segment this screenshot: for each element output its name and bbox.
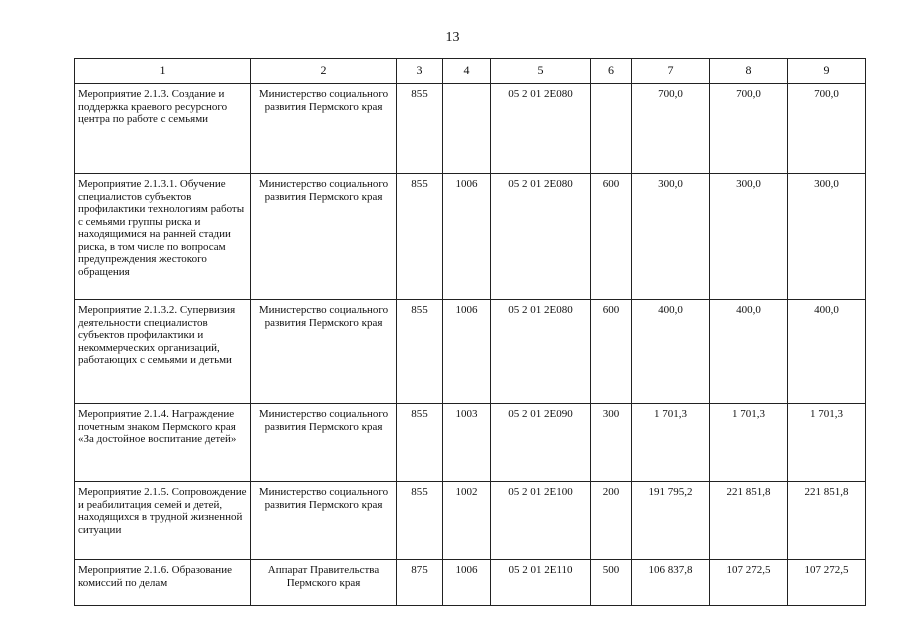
amount-year-2: 221 851,8 xyxy=(710,482,788,560)
table-row xyxy=(75,560,866,606)
table-row xyxy=(75,174,866,300)
section-code: 1003 xyxy=(443,404,491,482)
table-row xyxy=(75,404,866,482)
expense-type-code: 300 xyxy=(591,404,632,482)
column-header: 4 xyxy=(443,59,491,84)
target-article-code: 05 2 01 2Е080 xyxy=(491,174,591,300)
amount-year-3: 1 701,3 xyxy=(788,404,866,482)
column-header: 2 xyxy=(251,59,397,84)
table-row xyxy=(75,84,866,174)
expense-type-code: 200 xyxy=(591,482,632,560)
section-code xyxy=(443,84,491,174)
target-article-code: 05 2 01 2Е090 xyxy=(491,404,591,482)
section-code: 1006 xyxy=(443,560,491,606)
section-code: 1006 xyxy=(443,174,491,300)
responsible-org: Министерство социального развития Пермского края xyxy=(251,84,397,174)
activity-name: Мероприятие 2.1.3. Создание и поддержка краевого ресурсного центра по работе с семьями xyxy=(75,84,251,174)
amount-year-1: 1 701,3 xyxy=(632,404,710,482)
amount-year-3: 107 272,5 xyxy=(788,560,866,606)
activity-name: Мероприятие 2.1.6. Образование комиссий по делам xyxy=(75,560,251,606)
expense-type-code: 600 xyxy=(591,174,632,300)
amount-year-1: 191 795,2 xyxy=(632,482,710,560)
amount-year-1: 300,0 xyxy=(632,174,710,300)
responsible-org: Министерство социального развития Пермского края xyxy=(251,404,397,482)
responsible-org: Аппарат Правительства Пермского края xyxy=(251,560,397,606)
header-row xyxy=(75,59,866,84)
grbs-code: 875 xyxy=(397,560,443,606)
table-row xyxy=(75,482,866,560)
budget-table xyxy=(74,58,866,606)
activity-name: Мероприятие 2.1.4. Награждение почетным знаком Пермского края «За достойное воспитание детей» xyxy=(75,404,251,482)
amount-year-1: 700,0 xyxy=(632,84,710,174)
amount-year-2: 1 701,3 xyxy=(710,404,788,482)
target-article-code: 05 2 01 2Е080 xyxy=(491,300,591,404)
page-number: 13 xyxy=(445,30,460,45)
column-header: 5 xyxy=(491,59,591,84)
expense-type-code: 600 xyxy=(591,300,632,404)
activity-name: Мероприятие 2.1.3.1. Обучение специалистов субъектов профилактики технологиям работы с семьями группы риска и находящимися на ранней стадии риска, в том числе по вопросам предупреждения жестокого обращения xyxy=(75,174,251,300)
column-header: 3 xyxy=(397,59,443,84)
amount-year-2: 300,0 xyxy=(710,174,788,300)
table-row xyxy=(75,300,866,404)
responsible-org: Министерство социального развития Пермского края xyxy=(251,482,397,560)
grbs-code: 855 xyxy=(397,404,443,482)
column-header: 7 xyxy=(632,59,710,84)
amount-year-2: 700,0 xyxy=(710,84,788,174)
grbs-code: 855 xyxy=(397,482,443,560)
responsible-org: Министерство социального развития Пермского края xyxy=(251,300,397,404)
amount-year-3: 400,0 xyxy=(788,300,866,404)
grbs-code: 855 xyxy=(397,174,443,300)
column-header: 9 xyxy=(788,59,866,84)
target-article-code: 05 2 01 2Е080 xyxy=(491,84,591,174)
grbs-code: 855 xyxy=(397,84,443,174)
amount-year-1: 400,0 xyxy=(632,300,710,404)
grbs-code: 855 xyxy=(397,300,443,404)
amount-year-1: 106 837,8 xyxy=(632,560,710,606)
target-article-code: 05 2 01 2Е100 xyxy=(491,482,591,560)
activity-name: Мероприятие 2.1.5. Сопровождение и реабилитация семей и детей, находящихся в трудной жизненной ситуации xyxy=(75,482,251,560)
column-header: 1 xyxy=(75,59,251,84)
column-header: 6 xyxy=(591,59,632,84)
section-code: 1002 xyxy=(443,482,491,560)
amount-year-2: 107 272,5 xyxy=(710,560,788,606)
expense-type-code xyxy=(591,84,632,174)
column-header: 8 xyxy=(710,59,788,84)
expense-type-code: 500 xyxy=(591,560,632,606)
responsible-org: Министерство социального развития Пермского края xyxy=(251,174,397,300)
activity-name: Мероприятие 2.1.3.2. Супервизия деятельности специалистов субъектов профилактики и некоммерческих организаций, работающих с семьями и детьми xyxy=(75,300,251,404)
section-code: 1006 xyxy=(443,300,491,404)
amount-year-3: 300,0 xyxy=(788,174,866,300)
amount-year-3: 700,0 xyxy=(788,84,866,174)
target-article-code: 05 2 01 2Е110 xyxy=(491,560,591,606)
amount-year-3: 221 851,8 xyxy=(788,482,866,560)
amount-year-2: 400,0 xyxy=(710,300,788,404)
